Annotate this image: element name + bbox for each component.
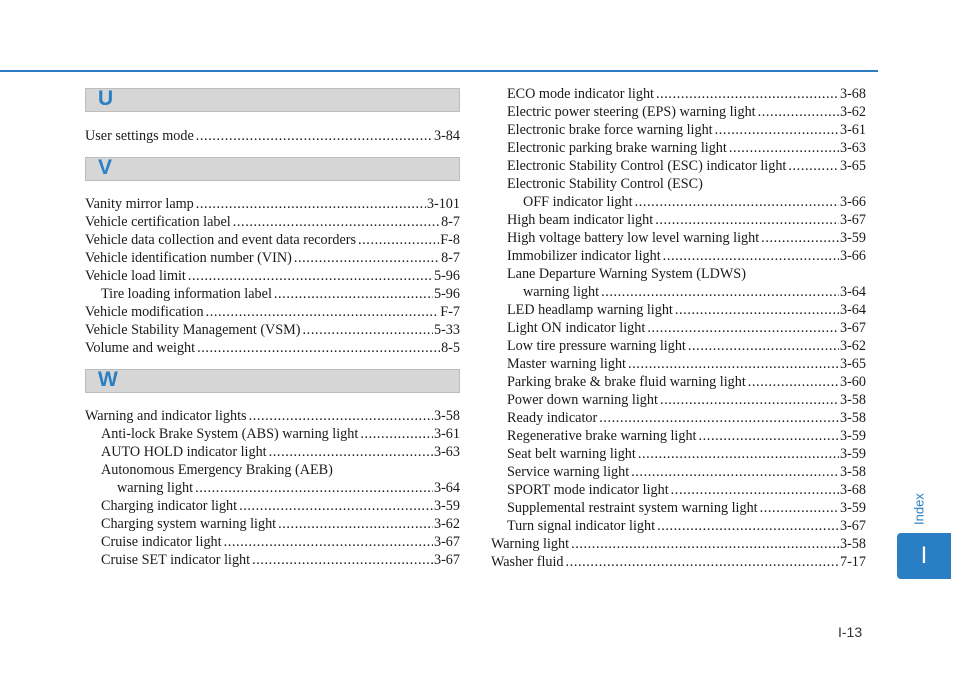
index-subentry xyxy=(491,211,866,229)
entry-page: 3-58 xyxy=(839,464,866,480)
entry-text: Vanity mirror lamp xyxy=(85,196,194,212)
entry-text: SPORT mode indicator light xyxy=(507,482,669,498)
entry-text: Vehicle certification label xyxy=(85,214,231,230)
section-letter: W xyxy=(98,368,118,391)
entry-text: Master warning light xyxy=(507,356,626,372)
dot-leader xyxy=(566,553,839,571)
entry-text: Tire loading information label xyxy=(101,286,272,302)
dot-leader xyxy=(647,319,839,337)
entry-text: ECO mode indicator light xyxy=(507,86,654,102)
dot-leader xyxy=(197,339,440,357)
index-entry xyxy=(85,339,460,357)
entry-text: Ready indicator xyxy=(507,410,598,426)
entry-page: 3-58 xyxy=(433,408,460,424)
entry-page: 5-96 xyxy=(433,286,460,302)
index-subentry xyxy=(491,229,866,247)
entry-page: F-7 xyxy=(440,304,460,320)
index-subentry-heading: Electronic Stability Control (ESC) xyxy=(507,176,703,192)
dot-leader xyxy=(760,499,839,517)
entry-page: 3-66 xyxy=(839,194,866,210)
index-subentry-heading: Lane Departure Warning System (LDWS) xyxy=(507,266,746,282)
dot-leader xyxy=(206,303,440,321)
dot-leader xyxy=(657,517,839,535)
index-subentry xyxy=(85,425,460,443)
entry-page: 3-64 xyxy=(839,302,866,318)
index-entry xyxy=(491,553,866,571)
entry-page: 3-58 xyxy=(839,536,866,552)
index-subentry xyxy=(491,157,866,175)
section-letter: U xyxy=(98,87,114,110)
index-subentry-heading: Autonomous Emergency Braking (AEB) xyxy=(101,462,333,478)
entry-page: 3-59 xyxy=(433,498,460,514)
entry-page: 3-67 xyxy=(839,320,866,336)
index-subentry xyxy=(85,497,460,515)
entry-text: Cruise indicator light xyxy=(101,534,222,550)
entry-page: 3-59 xyxy=(839,500,866,516)
index-entry xyxy=(85,213,460,231)
dot-leader xyxy=(233,213,440,231)
entry-page: 8-5 xyxy=(441,340,460,356)
index-subentry xyxy=(491,373,866,391)
index-subentry xyxy=(491,409,866,427)
index-subentry xyxy=(491,85,866,103)
entry-text: Service warning light xyxy=(507,464,630,480)
page-number: I-13 xyxy=(838,624,863,640)
dot-leader xyxy=(601,283,839,301)
entry-page: 3-58 xyxy=(839,410,866,426)
index-entry xyxy=(85,303,460,321)
entry-page: 3-68 xyxy=(839,482,866,498)
dot-leader xyxy=(638,445,839,463)
dot-leader xyxy=(729,139,839,157)
index-subentry xyxy=(85,443,460,461)
top-rule xyxy=(0,70,878,72)
index-subentry xyxy=(491,337,866,355)
index-subentry xyxy=(491,481,866,499)
index-entry xyxy=(85,407,460,425)
entry-text: AUTO HOLD indicator light xyxy=(101,444,267,460)
entry-page: 3-67 xyxy=(433,534,460,550)
index-entry xyxy=(85,249,460,267)
index-subentry xyxy=(491,247,866,265)
dot-leader xyxy=(635,193,839,211)
entry-page: 3-67 xyxy=(433,552,460,568)
index-subentry xyxy=(85,533,460,551)
entry-page: 5-33 xyxy=(433,322,460,338)
entry-text: Low tire pressure warning light xyxy=(507,338,686,354)
index-subentry xyxy=(491,463,866,481)
index-subentry xyxy=(491,139,866,157)
entry-text: Vehicle identification number (VIN) xyxy=(85,250,292,266)
dot-leader xyxy=(239,497,433,515)
section-header-w xyxy=(85,369,460,393)
entry-text: Washer fluid xyxy=(491,554,564,570)
index-entry xyxy=(85,267,460,285)
entry-text: Turn signal indicator light xyxy=(507,518,656,534)
entry-text: High beam indicator light xyxy=(507,212,654,228)
dot-leader xyxy=(196,127,433,145)
dot-leader xyxy=(663,247,839,265)
dot-leader xyxy=(758,103,839,121)
dot-leader xyxy=(675,301,839,319)
entry-page: 3-65 xyxy=(839,158,866,174)
dot-leader xyxy=(715,121,839,139)
dot-leader xyxy=(699,427,839,445)
index-subentry xyxy=(491,427,866,445)
entry-text: Vehicle data collection and event data recorders xyxy=(85,232,357,248)
entry-page: 3-67 xyxy=(839,518,866,534)
dot-leader xyxy=(660,391,839,409)
index-subentry xyxy=(491,517,866,535)
dot-leader xyxy=(358,231,439,249)
entry-text: Warning and indicator lights xyxy=(85,408,247,424)
entry-page: 3-101 xyxy=(426,196,460,212)
index-entry xyxy=(85,321,460,339)
index-subentry xyxy=(491,301,866,319)
entry-page: 3-68 xyxy=(839,86,866,102)
entry-text: Power down warning light xyxy=(507,392,658,408)
dot-leader xyxy=(761,229,839,247)
entry-text: Electronic Stability Control (ESC) indicator light xyxy=(507,158,787,174)
dot-leader xyxy=(656,85,839,103)
entry-text: Warning light xyxy=(491,536,570,552)
dot-leader xyxy=(278,515,433,533)
entry-text: Parking brake & brake fluid warning light xyxy=(507,374,746,390)
dot-leader xyxy=(688,337,839,355)
index-subentry xyxy=(85,551,460,569)
dot-leader xyxy=(628,355,839,373)
index-subentry xyxy=(491,355,866,373)
entry-text: Cruise SET indicator light xyxy=(101,552,251,568)
index-entry xyxy=(491,535,866,553)
section-letter: V xyxy=(98,156,113,179)
entry-text: Electric power steering (EPS) warning light xyxy=(507,104,756,120)
entry-page: 8-7 xyxy=(441,250,460,266)
entry-page: 3-64 xyxy=(839,284,866,300)
entry-page: 3-59 xyxy=(839,428,866,444)
entry-page: 3-66 xyxy=(839,248,866,264)
index-entry xyxy=(85,231,460,249)
dot-leader xyxy=(196,195,426,213)
entry-page: 5-96 xyxy=(433,268,460,284)
index-subentry xyxy=(491,391,866,409)
entry-text: warning light xyxy=(117,480,194,496)
entry-page: 3-67 xyxy=(839,212,866,228)
entry-page: 3-60 xyxy=(839,374,866,390)
entry-text: Volume and weight xyxy=(85,340,196,356)
entry-text: Charging system warning light xyxy=(101,516,277,532)
dot-leader xyxy=(195,479,433,497)
entry-text: Regenerative brake warning light xyxy=(507,428,697,444)
entry-text: User settings mode xyxy=(85,128,194,144)
entry-text: Seat belt warning light xyxy=(507,446,636,462)
entry-text: Electronic brake force warning light xyxy=(507,122,713,138)
dot-leader xyxy=(360,425,433,443)
entry-page: 3-62 xyxy=(433,516,460,532)
dot-leader xyxy=(294,249,440,267)
entry-page: 3-84 xyxy=(433,128,460,144)
entry-page: 3-64 xyxy=(433,480,460,496)
entry-page: 3-59 xyxy=(839,230,866,246)
dot-leader xyxy=(788,157,839,175)
index-entry xyxy=(85,127,460,145)
entry-page: 3-65 xyxy=(839,356,866,372)
dot-leader xyxy=(671,481,839,499)
dot-leader xyxy=(599,409,839,427)
dot-leader xyxy=(252,551,433,569)
dot-leader xyxy=(269,443,433,461)
index-subentry xyxy=(85,479,460,497)
index-subentry xyxy=(491,193,866,211)
entry-text: warning light xyxy=(523,284,600,300)
entry-text: Vehicle load limit xyxy=(85,268,186,284)
entry-page: 3-61 xyxy=(433,426,460,442)
index-subentry xyxy=(491,319,866,337)
index-subentry xyxy=(85,285,460,303)
dot-leader xyxy=(224,533,433,551)
dot-leader xyxy=(748,373,839,391)
entry-text: Supplemental restraint system warning light xyxy=(507,500,758,516)
entry-page: 8-7 xyxy=(441,214,460,230)
entry-text: Immobilizer indicator light xyxy=(507,248,661,264)
index-tab-label[interactable]: Index xyxy=(911,493,927,525)
section-header-u xyxy=(85,88,460,112)
index-subentry xyxy=(491,103,866,121)
entry-page: 7-17 xyxy=(839,554,866,570)
section-header-v xyxy=(85,157,460,181)
dot-leader xyxy=(188,267,433,285)
dot-leader xyxy=(303,321,433,339)
entry-page: 3-62 xyxy=(839,338,866,354)
index-subentry xyxy=(491,445,866,463)
index-tab-letter[interactable]: I xyxy=(897,533,951,579)
entry-page: 3-59 xyxy=(839,446,866,462)
dot-leader xyxy=(631,463,839,481)
dot-leader xyxy=(571,535,839,553)
dot-leader xyxy=(274,285,433,303)
entry-page: 3-62 xyxy=(839,104,866,120)
dot-leader xyxy=(655,211,839,229)
index-subentry xyxy=(85,515,460,533)
index-subentry xyxy=(491,499,866,517)
entry-text: Light ON indicator light xyxy=(507,320,646,336)
entry-page: 3-63 xyxy=(433,444,460,460)
dot-leader xyxy=(249,407,433,425)
entry-text: Electronic parking brake warning light xyxy=(507,140,727,156)
entry-page: F-8 xyxy=(440,232,460,248)
index-subentry xyxy=(491,121,866,139)
entry-page: 3-61 xyxy=(839,122,866,138)
index-entry xyxy=(85,195,460,213)
entry-text: LED headlamp warning light xyxy=(507,302,673,318)
entry-text: Vehicle Stability Management (VSM) xyxy=(85,322,301,338)
entry-page: 3-58 xyxy=(839,392,866,408)
index-subentry xyxy=(491,283,866,301)
entry-page: 3-63 xyxy=(839,140,866,156)
entry-text: OFF indicator light xyxy=(523,194,633,210)
entry-text: Vehicle modification xyxy=(85,304,204,320)
entry-text: Anti-lock Brake System (ABS) warning light xyxy=(101,426,359,442)
entry-text: High voltage battery low level warning light xyxy=(507,230,760,246)
entry-text: Charging indicator light xyxy=(101,498,238,514)
